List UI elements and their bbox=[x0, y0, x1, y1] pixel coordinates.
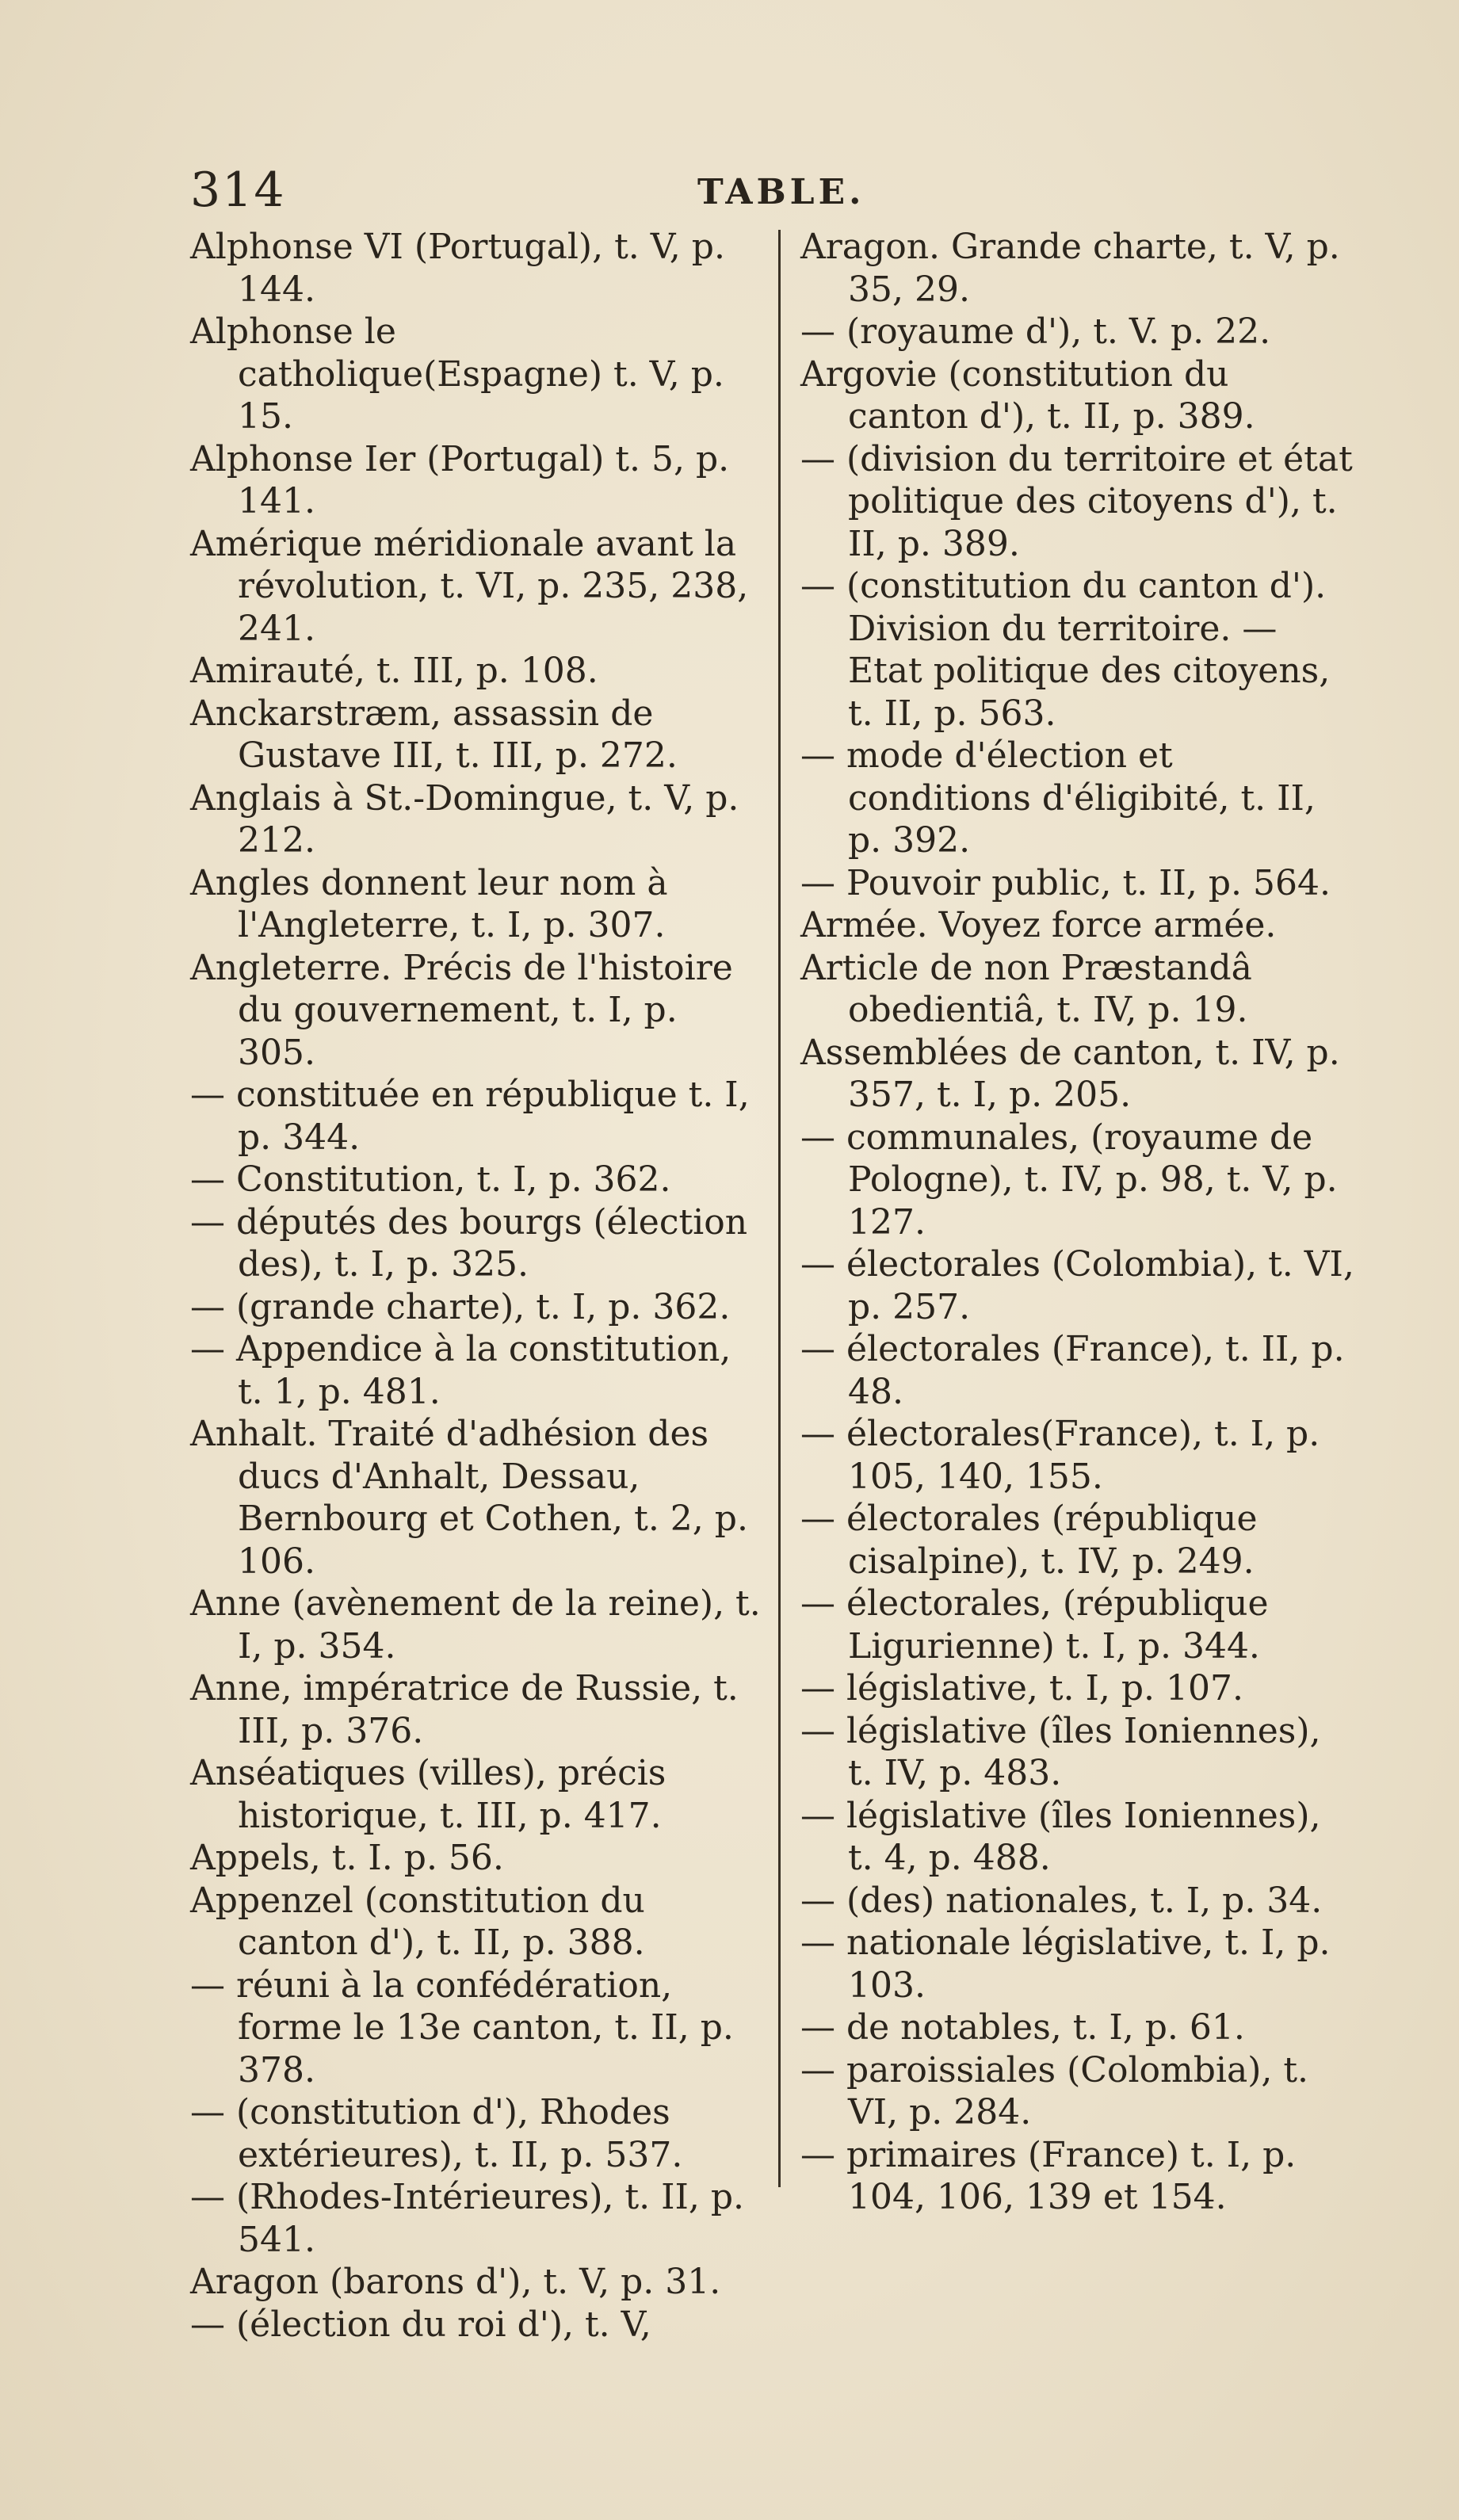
index-entry: Amérique méridionale avant la révolution, t. VI, p. 235, 238, 241. bbox=[190, 523, 749, 649]
index-entry: — réuni à la confédération, forme le 13e canton, t. II, p. 378. bbox=[190, 1964, 734, 2090]
index-entry: — électorales (France), t. II, p. 48. bbox=[800, 1329, 1345, 1412]
index-entry: Anhalt. Traité d'adhésion des ducs d'Anhalt, Dessau, Bernbourg et Cothen, t. 2, p. 106. bbox=[190, 1414, 748, 1582]
index-entry: — électorales, (république Ligurienne) t. I, p. 344. bbox=[800, 1583, 1269, 1667]
index-entry: — communales, (royaume de Pologne), t. IV, p. 98, t. V, p. 127. bbox=[800, 1117, 1338, 1243]
index-entry: Alphonse VI (Portugal), t. V, p. 144. bbox=[190, 227, 725, 310]
index-entry: Angleterre. Précis de l'histoire du gouvernement, t. I, p. 305. bbox=[190, 947, 733, 1073]
index-entry: — députés des bourgs (élection des), t. I, p. 325. bbox=[190, 1201, 748, 1285]
index-entry: Anglais à St.-Domingue, t. V, p. 212. bbox=[190, 777, 739, 861]
index-entry: Anne, impératrice de Russie, t. III, p. 376. bbox=[190, 1668, 739, 1751]
index-entry: Appenzel (constitution du canton d'), t. II, p. 388. bbox=[190, 1880, 645, 1963]
column-divider bbox=[778, 230, 781, 2187]
index-entry: — primaires (France) t. I, p. 104, 106, 139 et 154. bbox=[800, 2134, 1297, 2217]
index-entry: — de notables, t. I, p. 61. bbox=[800, 2007, 1245, 2048]
index-entry: Article de non Præstandâ obedientiâ, t. IV, p. 19. bbox=[800, 947, 1252, 1030]
index-entry: Alphonse Ier (Portugal) t. 5, p. 141. bbox=[190, 438, 730, 521]
index-entry: Alphonse le catholique(Espagne) t. V, p. 15. bbox=[190, 311, 724, 437]
index-entry: — électorales(France), t. I, p. 105, 140, 155. bbox=[800, 1414, 1320, 1497]
index-entry: — (Rhodes-Intérieures), t. II, p. 541. bbox=[190, 2177, 745, 2260]
index-entry: Anckarstræm, assassin de Gustave III, t. III, p. 272. bbox=[190, 693, 678, 776]
index-entry: Argovie (constitution du canton d'), t. II, p. 389. bbox=[800, 353, 1255, 437]
index-entry: Angles donnent leur nom à l'Angleterre, t. I, p. 307. bbox=[190, 862, 668, 945]
index-entry: — Constitution, t. I, p. 362. bbox=[190, 1159, 671, 1200]
index-entry: Amirauté, t. III, p. 108. bbox=[190, 651, 598, 691]
page-header bbox=[190, 162, 1347, 226]
index-entry: — (royaume d'), t. V. p. 22. bbox=[800, 311, 1271, 352]
left-column bbox=[190, 226, 765, 2346]
index-entry: — Appendice à la constitution, t. 1, p. 481. bbox=[190, 1329, 731, 1412]
index-entry: — mode d'élection et conditions d'éligibité, t. II, p. 392. bbox=[800, 735, 1316, 861]
index-entry: — (division du territoire et état politique des citoyens d'), t. II, p. 389. bbox=[800, 438, 1353, 564]
index-entry: Anne (avènement de la reine), t. I, p. 354. bbox=[190, 1583, 761, 1667]
index-entry: Aragon. Grande charte, t. V, p. 35, 29. bbox=[800, 227, 1340, 310]
index-entry: Appels, t. I. p. 56. bbox=[190, 1838, 504, 1878]
index-entry: — nationale législative, t. I, p. 103. bbox=[800, 1922, 1331, 2006]
index-entry: — électorales (Colombia), t. VI, p. 257. bbox=[800, 1244, 1354, 1327]
running-title: TABLE. bbox=[697, 172, 865, 212]
index-entry: — législative (îles Ioniennes), t. IV, p. 483. bbox=[800, 1710, 1321, 1793]
index-entry: — constituée en république t. I, p. 344. bbox=[190, 1075, 750, 1158]
index-entry: Armée. Voyez force armée. bbox=[800, 905, 1277, 945]
index-entry: Assemblées de canton, t. IV, p. 357, t. I, p. 205. bbox=[800, 1032, 1340, 1115]
index-entry: — (grande charte), t. I, p. 362. bbox=[190, 1286, 731, 1327]
index-entry: — (constitution d'), Rhodes extérieures), t. II, p. 537. bbox=[190, 2092, 683, 2175]
index-entry: Anséatiques (villes), précis historique, t. III, p. 417. bbox=[190, 1753, 666, 1836]
index-entry: Aragon (barons d'), t. V, p. 31. bbox=[190, 2262, 721, 2302]
page-number: 314 bbox=[190, 162, 286, 218]
index-entry: — (élection du roi d'), t. V, bbox=[190, 2304, 651, 2345]
index-entry: — électorales (république cisalpine), t. IV, p. 249. bbox=[800, 1499, 1258, 1582]
index-entry: — législative (îles Ioniennes), t. 4, p. 488. bbox=[800, 1795, 1321, 1878]
index-entry: — (des) nationales, t. I, p. 34. bbox=[800, 1880, 1323, 1921]
right-column bbox=[800, 226, 1355, 2219]
index-entry: — paroissiales (Colombia), t. VI, p. 284. bbox=[800, 2049, 1309, 2132]
index-entry: — Pouvoir public, t. II, p. 564. bbox=[800, 862, 1331, 903]
index-entry: — législative, t. I, p. 107. bbox=[800, 1668, 1243, 1709]
index-entry: — (constitution du canton d'). Division du territoire. — Etat politique des citoyens, t. II, p. 563. bbox=[800, 566, 1331, 734]
